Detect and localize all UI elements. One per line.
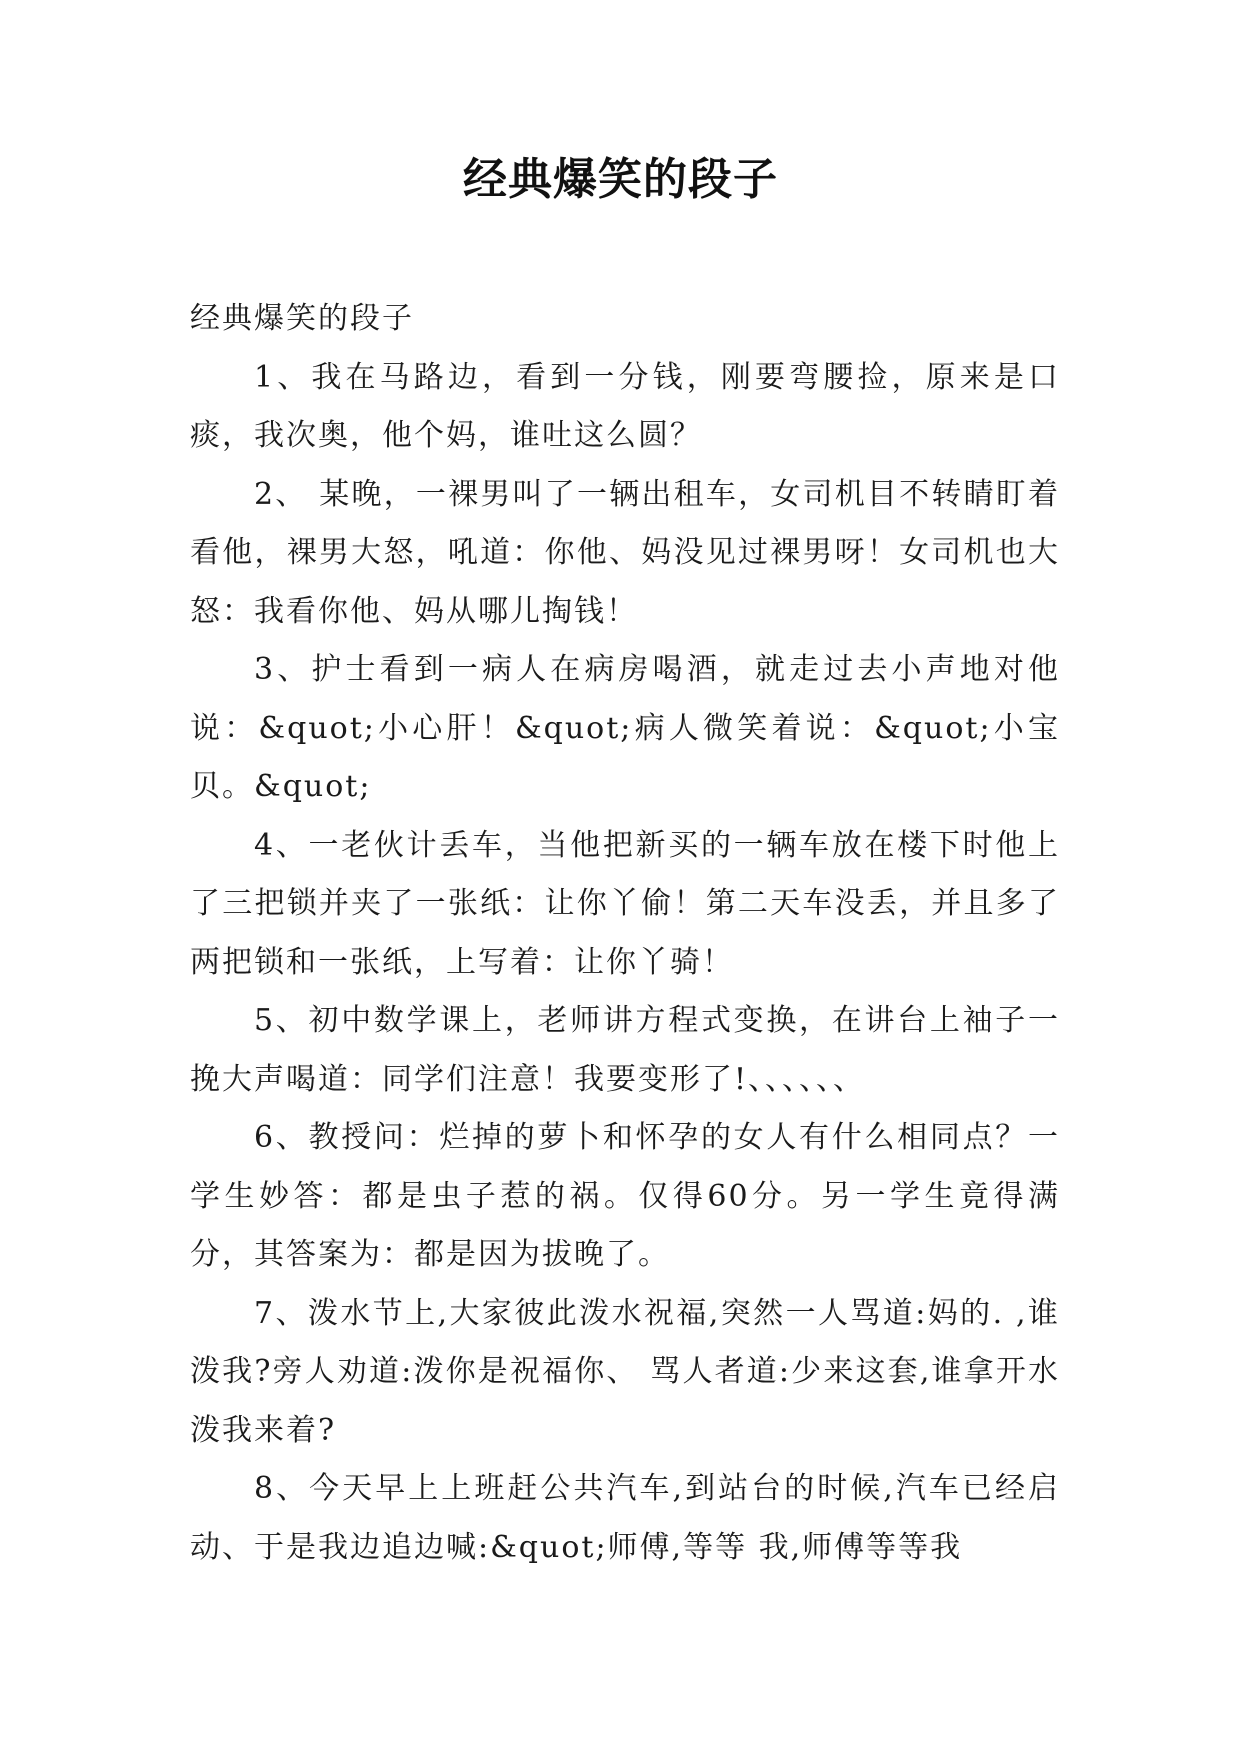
joke-paragraph-4: 4、一老伙计丢车，当他把新买的一辆车放在楼下时他上了三把锁并夹了一张纸：让你丫偷！第二天车没丢，并且多了两把锁和一张纸，上写着：让你丫骑！ bbox=[190, 827, 1060, 980]
joke-paragraph-1: 1、我在马路边，看到一分钱，刚要弯腰捡，原来是口痰，我次奥，他个妈，谁吐这么圆？ bbox=[190, 359, 1060, 453]
joke-paragraph-3: 3、护士看到一病人在病房喝酒，就走过去小声地对他说：&quot;小心肝！&quot;病人微笑着说：&quot;小宝贝。&quot; bbox=[190, 652, 1060, 804]
joke-paragraph-6: 6、教授问：烂掉的萝卜和怀孕的女人有什么相同点？一学生妙答：都是虫子惹的祸。仅得60分。另一学生竟得满分，其答案为：都是因为拔晚了。 bbox=[190, 1120, 1060, 1272]
document-body bbox=[190, 290, 1060, 1577]
section-heading: 经典爆笑的段子 bbox=[190, 301, 414, 336]
joke-paragraph-7: 7、泼水节上,大家彼此泼水祝福,突然一人骂道:妈的. ,谁泼我?旁人劝道:泼你是祝福你、 骂人者道:少来这套,谁拿开水泼我来着? bbox=[190, 1295, 1060, 1448]
joke-paragraph-5: 5、初中数学课上，老师讲方程式变换，在讲台上袖子一挽大声喝道：同学们注意！我要变形了!、、、、、、 bbox=[190, 1003, 1060, 1097]
document-title: 经典爆笑的段子 bbox=[463, 154, 778, 205]
joke-paragraph-8: 8、今天早上上班赶公共汽车,到站台的时候,汽车已经启动、于是我边追边喊:&quot;师傅,等等 我,师傅等等我 bbox=[190, 1471, 1060, 1565]
joke-paragraph-2: 2、 某晚，一裸男叫了一辆出租车，女司机目不转睛盯着看他，裸男大怒，吼道：你他、妈没见过裸男呀！女司机也大怒：我看你他、妈从哪儿掏钱！ bbox=[190, 476, 1060, 629]
